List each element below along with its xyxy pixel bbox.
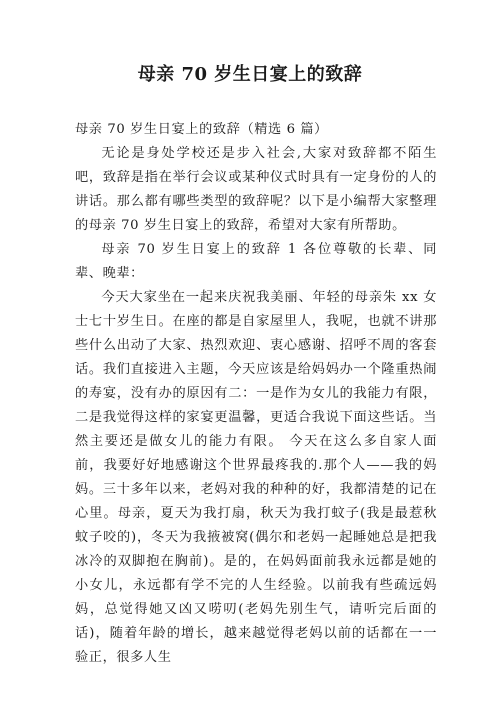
paragraph-speech-body: 今天大家坐在一起来庆祝我美丽、年轻的母亲朱 xx 女士七十岁生日。在座的都是自家屋里人，我呢，也就不讲那些什么出动了大家、热烈欢迎、衷心感谢、招呼不周的客套话。我们直接进入主题，今天应该是给妈妈办一个隆重热闹的寿宴，没有办的原因有二：一是作为女儿的我能力有限，二是我觉得这样的家宴更温馨，更适合我说下面这些话。当然主要还是做女儿的能力有限。 今天在这么多自家人面前，我要好好地感谢这个世界最疼我的.那个人——我的妈妈。三十多年以来，老妈对我的种种的好，我都清楚的记在心里。母亲，夏天为我打扇，秋天为我打蚊子(我是最惹秋蚊子咬的)，冬天为我掖被窝(偶尔和老妈一起睡她总是把我冰冷的双脚抱在胸前)。是的，在妈妈面前我永远都是她的小女儿，永远都有学不完的人生经验。以前我有些疏远妈妈，总觉得她又凶又唠叨(老妈先别生气，请听完后面的话)，随着年龄的增长，越来越觉得老妈以前的话都在一一验正，很多人生 <box>75 290 437 665</box>
paragraph-subtitle: 母亲 70 岁生日宴上的致辞（精选 6 篇） <box>75 122 328 137</box>
document-body <box>75 118 437 670</box>
page-title: 母亲 70 岁生日宴上的致辞 <box>137 64 363 85</box>
paragraph-intro: 无论是身处学校还是步入社会,大家对致辞都不陌生吧，致辞是指在举行会议或某种仪式时具有一定身份的人的讲话。那么都有哪些类型的致辞呢？以下是小编帮大家整理的母亲 70 岁生日宴上的致辞，希望对大家有所帮助。 <box>75 146 437 233</box>
paragraph-speech-heading: 母亲 70 岁生日宴上的致辞 1 各位尊敬的长辈、同辈、晚辈： <box>75 242 437 281</box>
